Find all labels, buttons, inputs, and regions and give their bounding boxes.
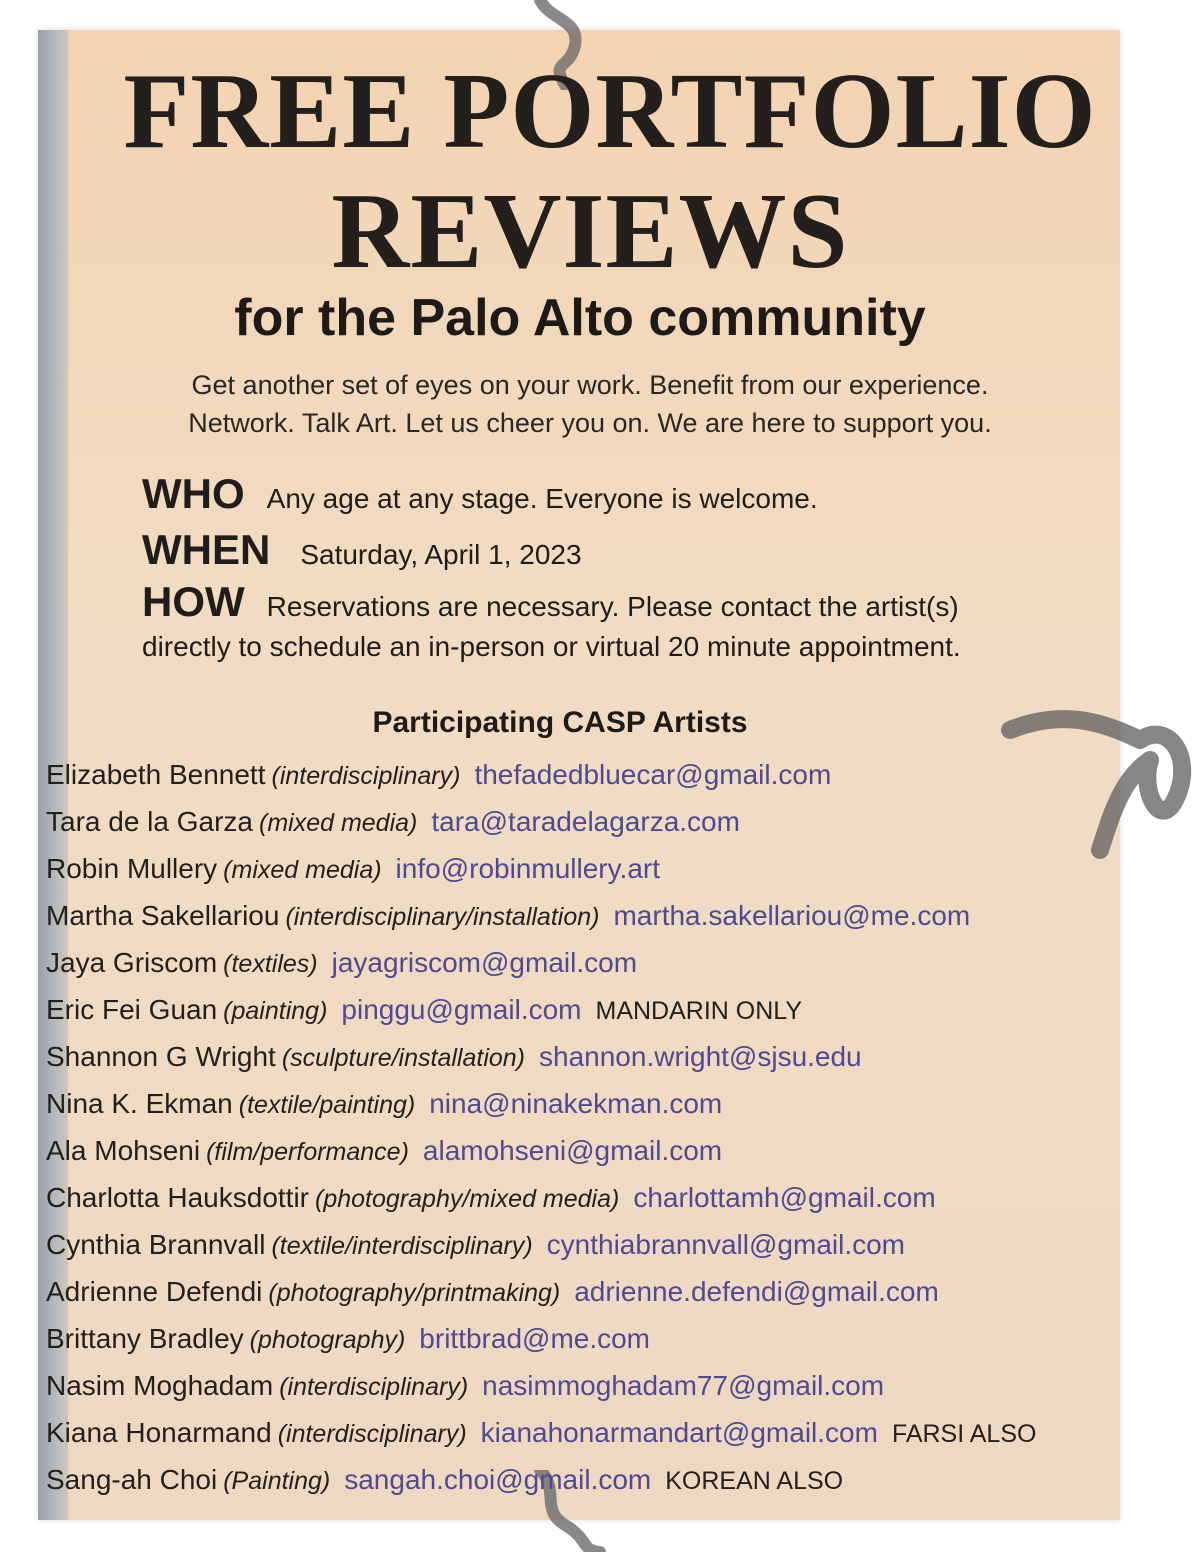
artist-name: Nina K. Ekman bbox=[46, 1088, 233, 1119]
list-item bbox=[46, 1037, 1160, 1084]
list-item bbox=[46, 1272, 1160, 1319]
artists-heading: Participating CASP Artists bbox=[372, 706, 748, 739]
page-title: FREE PORTFOLIO bbox=[123, 52, 1097, 171]
artist-email[interactable]: nasimmoghadam77@gmail.com bbox=[482, 1370, 885, 1401]
list-item bbox=[46, 802, 1160, 849]
when-text: Saturday, April 1, 2023 bbox=[300, 539, 582, 570]
who-section bbox=[142, 470, 818, 518]
artist-name: Ala Mohseni bbox=[46, 1135, 201, 1166]
artist-email[interactable]: shannon.wright@sjsu.edu bbox=[539, 1041, 862, 1072]
artist-name: Nasim Moghadam bbox=[46, 1370, 274, 1401]
artist-email[interactable]: thefadedbluecar@gmail.com bbox=[474, 759, 832, 790]
artist-email[interactable]: alamohseni@gmail.com bbox=[422, 1135, 723, 1166]
artist-email[interactable]: pinggu@gmail.com bbox=[341, 994, 582, 1025]
artist-list bbox=[46, 755, 1160, 1507]
artist-discipline: (painting) bbox=[223, 997, 328, 1025]
artist-discipline: (mixed media) bbox=[259, 809, 418, 837]
artist-email[interactable]: martha.sakellariou@me.com bbox=[613, 900, 971, 931]
how-text: Reservations are necessary. Please contact the artist(s) bbox=[266, 591, 959, 622]
list-item bbox=[46, 1131, 1160, 1178]
language-note: KOREAN ALSO bbox=[665, 1467, 844, 1495]
artist-discipline: (interdisciplinary) bbox=[271, 762, 461, 790]
how-section bbox=[142, 578, 961, 667]
list-item bbox=[46, 943, 1160, 990]
artist-discipline: (mixed media) bbox=[223, 856, 382, 884]
artist-discipline: (Painting) bbox=[223, 1467, 331, 1495]
artist-name: Adrienne Defendi bbox=[46, 1276, 263, 1307]
artist-email[interactable]: jayagriscom@gmail.com bbox=[331, 947, 638, 978]
list-item bbox=[46, 1413, 1160, 1460]
artist-email[interactable]: kianahonarmandart@gmail.com bbox=[480, 1417, 878, 1448]
artist-name: Jaya Griscom bbox=[46, 947, 218, 978]
list-item bbox=[46, 990, 1160, 1037]
who-label: WHO bbox=[142, 470, 245, 517]
artist-discipline: (film/performance) bbox=[206, 1138, 409, 1166]
artist-name: Charlotta Hauksdottir bbox=[46, 1182, 310, 1213]
intro-line: Get another set of eyes on your work. Benefit from our experience. bbox=[191, 370, 989, 400]
list-item bbox=[46, 1178, 1160, 1225]
artist-discipline: (photography/printmaking) bbox=[268, 1279, 561, 1307]
when-section bbox=[142, 526, 582, 574]
artist-email[interactable]: charlottamh@gmail.com bbox=[633, 1182, 936, 1213]
how-label: HOW bbox=[142, 578, 245, 625]
artist-name: Kiana Honarmand bbox=[46, 1417, 272, 1448]
artist-name: Eric Fei Guan bbox=[46, 994, 218, 1025]
list-item bbox=[46, 1319, 1160, 1366]
artist-name: Cynthia Brannvall bbox=[46, 1229, 266, 1260]
list-item bbox=[46, 1366, 1160, 1413]
artist-name: Elizabeth Bennett bbox=[46, 759, 266, 790]
list-item bbox=[46, 1225, 1160, 1272]
artist-discipline: (sculpture/installation) bbox=[281, 1044, 526, 1072]
artist-discipline: (photography/mixed media) bbox=[315, 1185, 620, 1213]
artist-name: Shannon G Wright bbox=[46, 1041, 276, 1072]
artist-email[interactable]: sangah.choi@gmail.com bbox=[344, 1464, 652, 1495]
page-title-second-line: REVIEWS bbox=[331, 172, 849, 291]
list-item bbox=[46, 755, 1160, 802]
artist-email[interactable]: adrienne.defendi@gmail.com bbox=[574, 1276, 939, 1307]
artist-name: Sang-ah Choi bbox=[46, 1464, 218, 1495]
when-label: WHEN bbox=[142, 526, 271, 573]
artist-email[interactable]: tara@taradelagarza.com bbox=[431, 806, 740, 837]
artist-name: Brittany Bradley bbox=[46, 1323, 244, 1354]
artist-email[interactable]: nina@ninakekman.com bbox=[429, 1088, 723, 1119]
artist-discipline: (interdisciplinary) bbox=[277, 1420, 467, 1448]
list-item bbox=[46, 1084, 1160, 1131]
artist-discipline: (textile/interdisciplinary) bbox=[271, 1232, 533, 1260]
artist-email[interactable]: cynthiabrannvall@gmail.com bbox=[546, 1229, 906, 1260]
artist-email[interactable]: brittbrad@me.com bbox=[419, 1323, 651, 1354]
artist-name: Tara de la Garza bbox=[46, 806, 253, 837]
artist-discipline: (textiles) bbox=[223, 950, 318, 978]
who-text: Any age at any stage. Everyone is welcome. bbox=[266, 483, 818, 514]
artist-name: Martha Sakellariou bbox=[46, 900, 280, 931]
artist-discipline: (interdisciplinary) bbox=[279, 1373, 469, 1401]
intro-line: Network. Talk Art. Let us cheer you on. We are here to support you. bbox=[188, 408, 992, 438]
list-item bbox=[46, 1460, 1160, 1507]
list-item bbox=[46, 849, 1160, 896]
artist-email[interactable]: info@robinmullery.art bbox=[395, 853, 660, 884]
artist-name: Robin Mullery bbox=[46, 853, 218, 884]
list-item bbox=[46, 896, 1160, 943]
language-note: FARSI ALSO bbox=[891, 1420, 1037, 1448]
artist-discipline: (textile/painting) bbox=[238, 1091, 416, 1119]
how-text-continued: directly to schedule an in-person or virtual 20 minute appointment. bbox=[142, 631, 961, 662]
subtitle: for the Palo Alto community bbox=[234, 289, 926, 347]
artist-discipline: (photography) bbox=[249, 1326, 406, 1354]
artist-discipline: (interdisciplinary/installation) bbox=[285, 903, 600, 931]
language-note: MANDARIN ONLY bbox=[595, 997, 803, 1025]
intro-text bbox=[0, 366, 1180, 442]
